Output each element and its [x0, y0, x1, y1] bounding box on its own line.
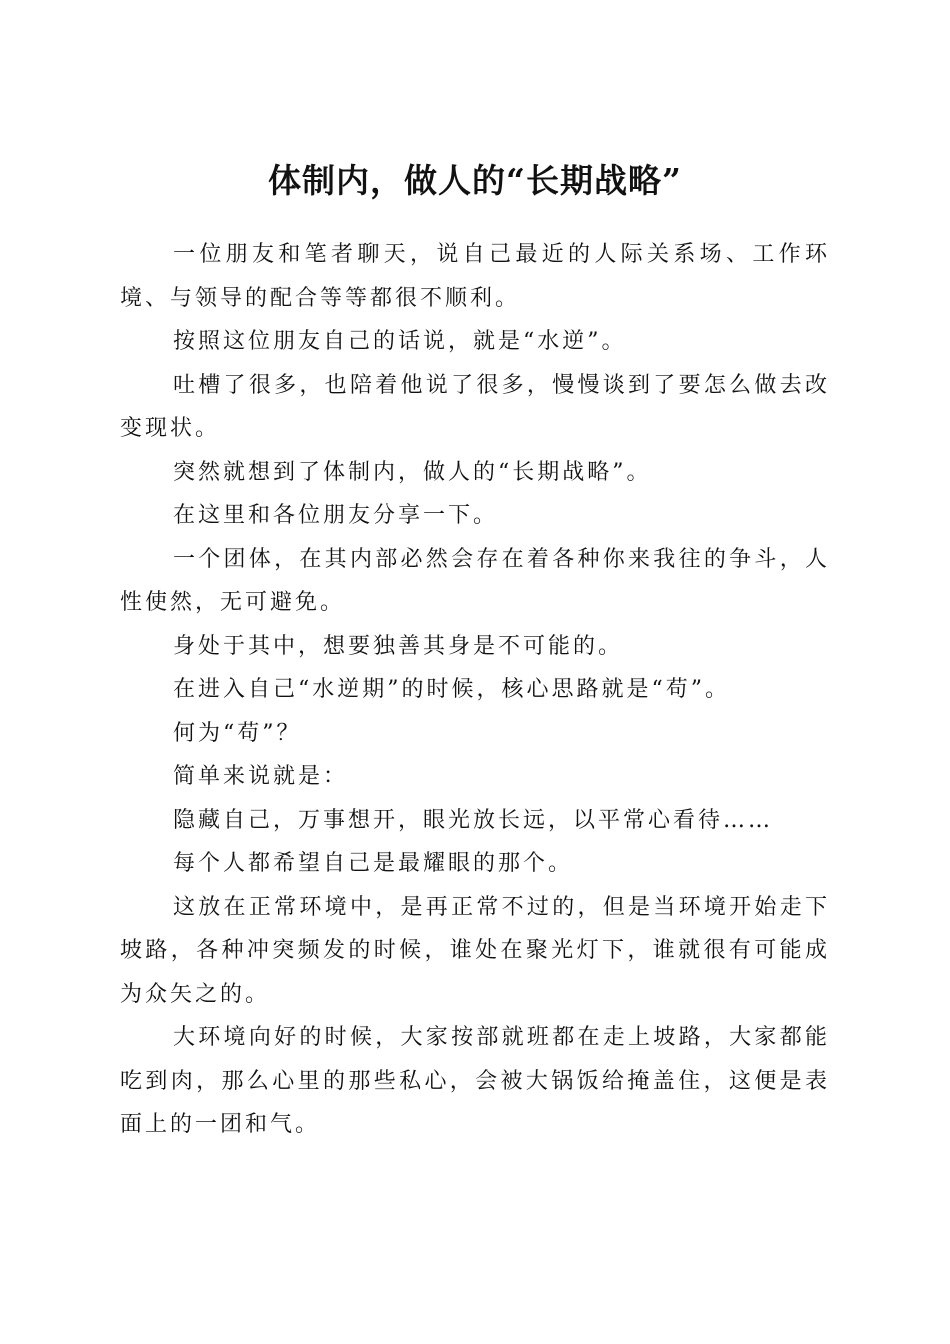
paragraph: 这放在正常环境中，是再正常不过的，但是当环境开始走下坡路，各种冲突频发的时候，谁处在聚光灯下，谁就很有可能成为众矢之的。: [120, 894, 830, 1007]
paragraph: 在进入自己“水逆期”的时候，核心思路就是“苟”。: [173, 677, 730, 702]
page-title: 体制内，做人的“长期战略”: [268, 161, 682, 201]
paragraph: 一个团体，在其内部必然会存在着各种你来我往的争斗，人性使然，无可避免。: [120, 546, 830, 615]
paragraph: 突然就想到了体制内，做人的“长期战略”。: [173, 459, 652, 485]
paragraph: 在这里和各位朋友分享一下。: [173, 503, 499, 528]
article-body: [120, 233, 830, 1147]
paragraph: 吐槽了很多，也陪着他说了很多，慢慢谈到了要怎么做去改变现状。: [120, 372, 830, 441]
paragraph: 每个人都希望自己是最耀眼的那个。: [173, 851, 574, 876]
paragraph: 身处于其中，想要独善其身是不可能的。: [173, 633, 624, 659]
paragraph: 何为“苟”？: [173, 720, 302, 746]
paragraph: 大环境向好的时候，大家按部就班都在走上坡路，大家都能吃到肉，那么心里的那些私心，会被大锅饭给掩盖住，这便是表面上的一团和气。: [120, 1025, 830, 1137]
paragraph: 隐藏自己，万事想开，眼光放长远，以平常心看待……: [173, 807, 774, 833]
paragraph: 按照这位朋友自己的话说，就是“水逆”。: [173, 329, 627, 354]
paragraph: 简单来说就是：: [173, 764, 349, 789]
paragraph: 一位朋友和笔者聊天，说自己最近的人际关系场、工作环境、与领导的配合等等都很不顺利。: [120, 242, 830, 311]
